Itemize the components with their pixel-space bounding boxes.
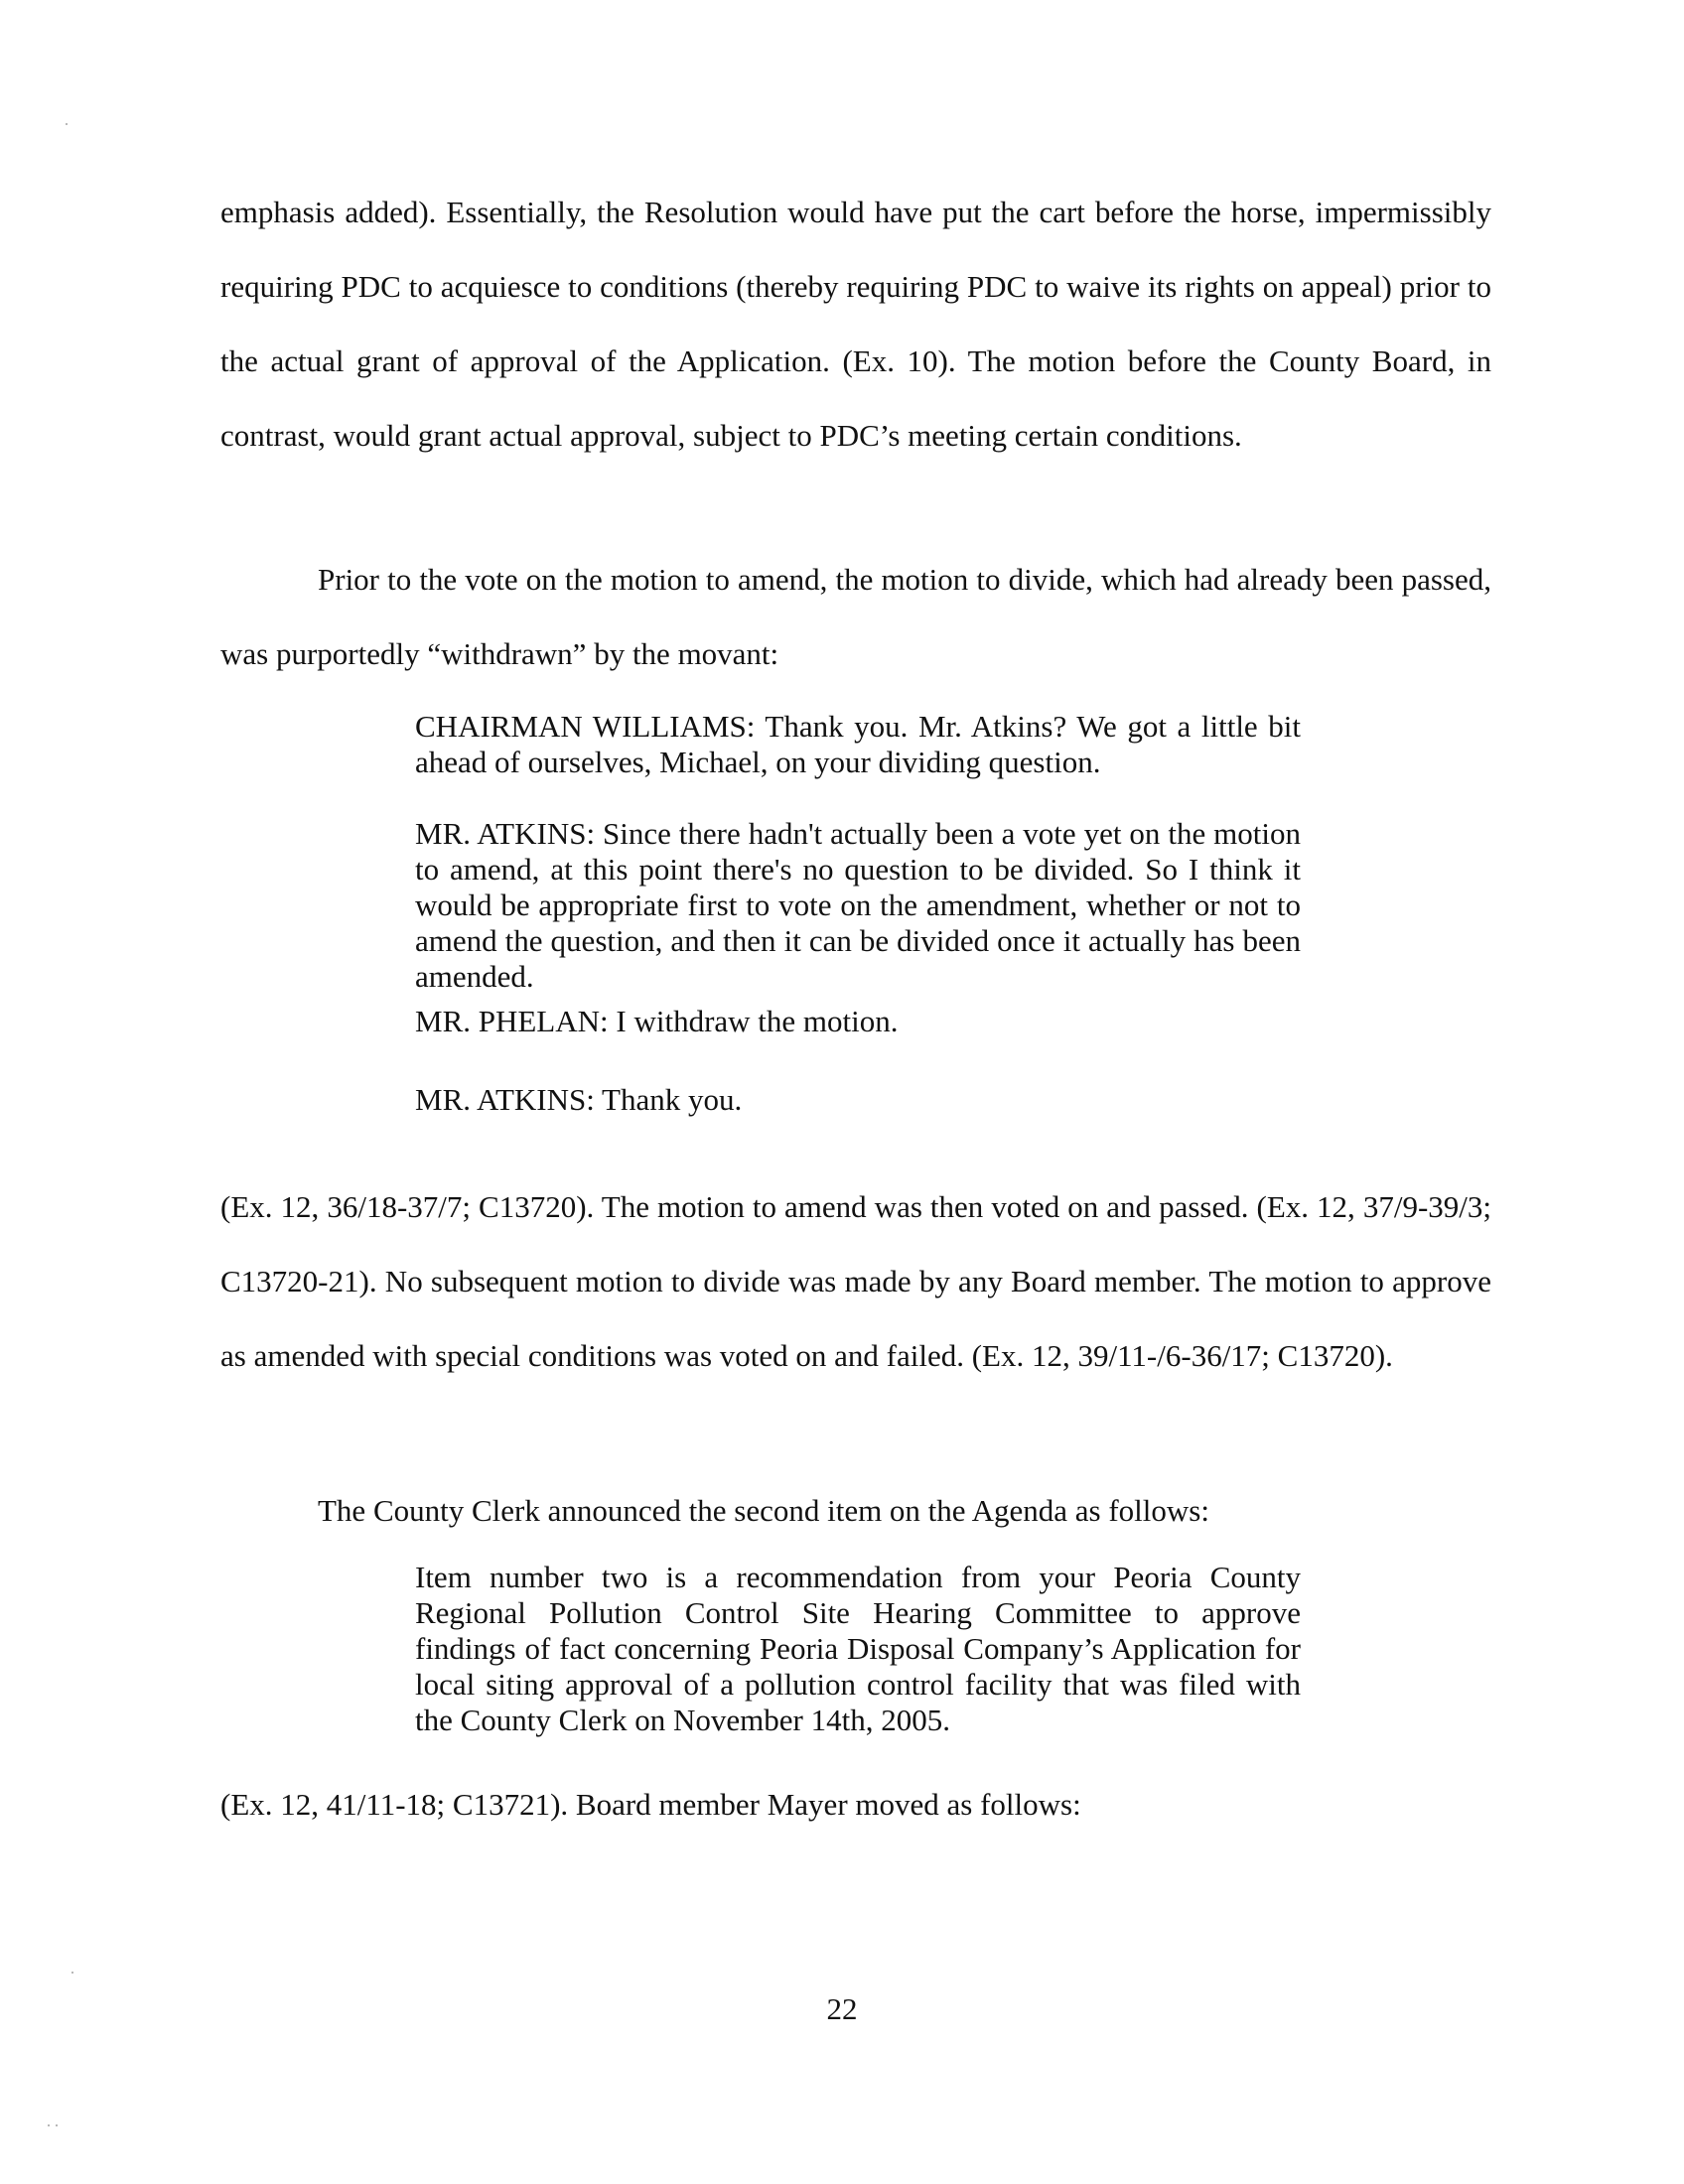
quote-item-number-two: Item number two is a recommendation from your Peoria County Regional Pollution Control Site Hearing Committee to approve findings of fact concerning Peoria Disposal Company’s Application for local siting approval of a pollution control facility that was filed with the County Clerk on November 14th, 2005. [415, 1560, 1301, 1737]
paragraph-motion-withdrawn: Prior to the vote on the motion to amend, the motion to divide, which had already been passed, was purportedly “withdrawn” by the movant: [220, 562, 1491, 671]
scan-speck [56, 2124, 58, 2126]
scan-speck [48, 2124, 50, 2126]
paragraph-county-clerk-agenda: The County Clerk announced the second item on the Agenda as follows: [318, 1493, 1209, 1528]
paragraph-resolution-cart-before-horse: emphasis added). Essentially, the Resolution would have put the cart before the horse, impermissibly requiring PDC to acquiesce to conditions (thereby requiring PDC to waive its rights on appeal) prior to the actual grant of approval of the Application. (Ex. 10). The motion before the County Board, in contrast, would grant actual approval, subject to PDC’s meeting certain conditions. [220, 195, 1491, 453]
quote-mr-phelan-withdraw: MR. PHELAN: I withdraw the motion. [415, 1004, 899, 1038]
quote-chairman-williams: CHAIRMAN WILLIAMS: Thank you. Mr. Atkins? We got a little bit ahead of ourselves, Michael, on your dividing question. [415, 709, 1301, 779]
paragraph-motion-to-amend-vote: (Ex. 12, 36/18-37/7; C13720). The motion to amend was then voted on and passed. (Ex. 12, 37/9-39/3; C13720-21). No subsequent motion to divide was made by any Board member. The motion to approve as amended with special conditions was voted on and failed. (Ex. 12, 39/11-/6-36/17; C13720). [220, 1189, 1491, 1373]
quote-mr-atkins-thanks: MR. ATKINS: Thank you. [415, 1082, 743, 1117]
paragraph-mayer-motion: (Ex. 12, 41/11-18; C13721). Board member Mayer moved as follows: [220, 1787, 1081, 1822]
scan-speck [66, 123, 68, 125]
page-number: 22 [826, 1991, 858, 2026]
quote-mr-atkins-explanation: MR. ATKINS: Since there hadn't actually been a vote yet on the motion to amend, at this point there's no question to be divided. So I think it would be appropriate first to vote on the amendment, whether or not to amend the question, and then it can be divided once it actually has been amended. [415, 816, 1301, 994]
scan-speck [71, 1972, 73, 1974]
